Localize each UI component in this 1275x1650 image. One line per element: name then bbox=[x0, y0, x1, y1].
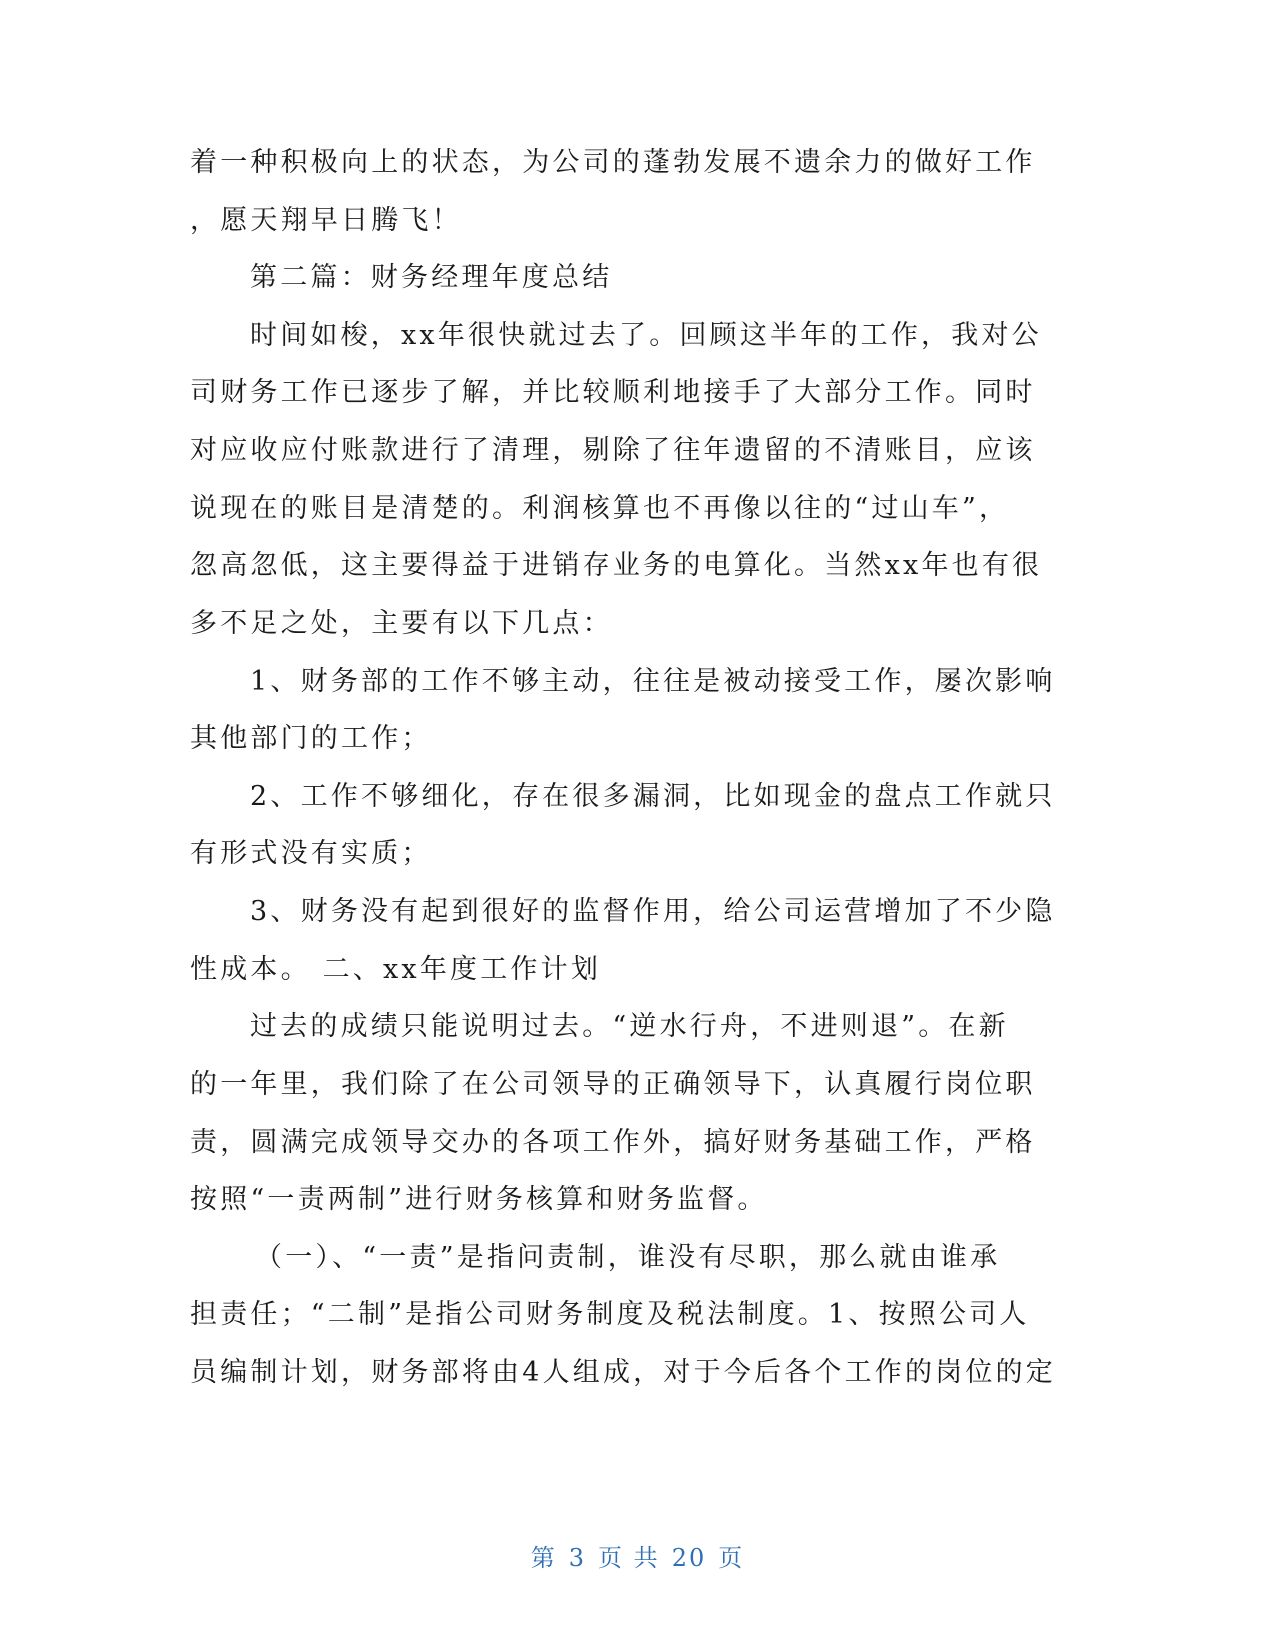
text-line: 担责任；“二制”是指公司财务制度及税法制度。1、按照公司人 bbox=[190, 1299, 1030, 1330]
text-line: 司财务工作已逐步了解，并比较顺利地接手了大部分工作。同时 bbox=[190, 377, 1036, 408]
text-line: ，愿天翔早日腾飞！ bbox=[190, 205, 462, 236]
text-line: 的一年里，我们除了在公司领导的正确领导下，认真履行岗位职 bbox=[190, 1069, 1036, 1100]
page-footer bbox=[0, 1543, 1275, 1573]
text-line: 着一种积极向上的状态，为公司的蓬勃发展不遗余力的做好工作 bbox=[190, 147, 1036, 178]
text-line: 时间如梭，xx年很快就过去了。回顾这半年的工作，我对公 bbox=[250, 320, 1042, 351]
footer-prefix: 第 bbox=[530, 1544, 557, 1572]
list-item-line: 2、工作不够细化，存在很多漏洞，比如现金的盘点工作就只 bbox=[250, 781, 1056, 812]
footer-middle: 页 共 bbox=[598, 1544, 660, 1572]
text-line: 其他部门的工作； bbox=[190, 723, 432, 754]
page-number: 3 bbox=[568, 1544, 587, 1572]
text-line: 说现在的账目是清楚的。利润核算也不再像以往的“过山车”， bbox=[190, 493, 1010, 524]
text-line: 多不足之处，主要有以下几点： bbox=[190, 608, 613, 639]
text-line: 责，圆满完成领导交办的各项工作外，搞好财务基础工作，严格 bbox=[190, 1127, 1036, 1158]
text-line: 有形式没有实质； bbox=[190, 838, 432, 869]
text-line: （一）、“一责”是指问责制，谁没有尽职，那么就由谁承 bbox=[255, 1242, 1001, 1273]
text-line: 按照“一责两制”进行财务核算和财务监督。 bbox=[190, 1184, 768, 1215]
list-item-line: 3、财务没有起到很好的监督作用，给公司运营增加了不少隐 bbox=[250, 896, 1056, 927]
text-line: 忽高忽低，这主要得益于进销存业务的电算化。当然xx年也有很 bbox=[190, 550, 1043, 581]
text-line: 过去的成绩只能说明过去。“逆水行舟，不进则退”。在新 bbox=[250, 1011, 1009, 1042]
text-line: 员编制计划，财务部将由4人组成，对于今后各个工作的岗位的定 bbox=[190, 1357, 1056, 1388]
footer-suffix: 页 bbox=[718, 1544, 745, 1572]
page-total: 20 bbox=[671, 1544, 707, 1572]
text-line: 对应收应付账款进行了清理，剔除了往年遗留的不清账目，应该 bbox=[190, 435, 1036, 466]
section-heading: 第二篇：财务经理年度总结 bbox=[250, 262, 613, 293]
list-item-line: 1、财务部的工作不够主动，往往是被动接受工作，屡次影响 bbox=[250, 666, 1056, 697]
text-line: 性成本。 二、xx年度工作计划 bbox=[190, 954, 602, 985]
